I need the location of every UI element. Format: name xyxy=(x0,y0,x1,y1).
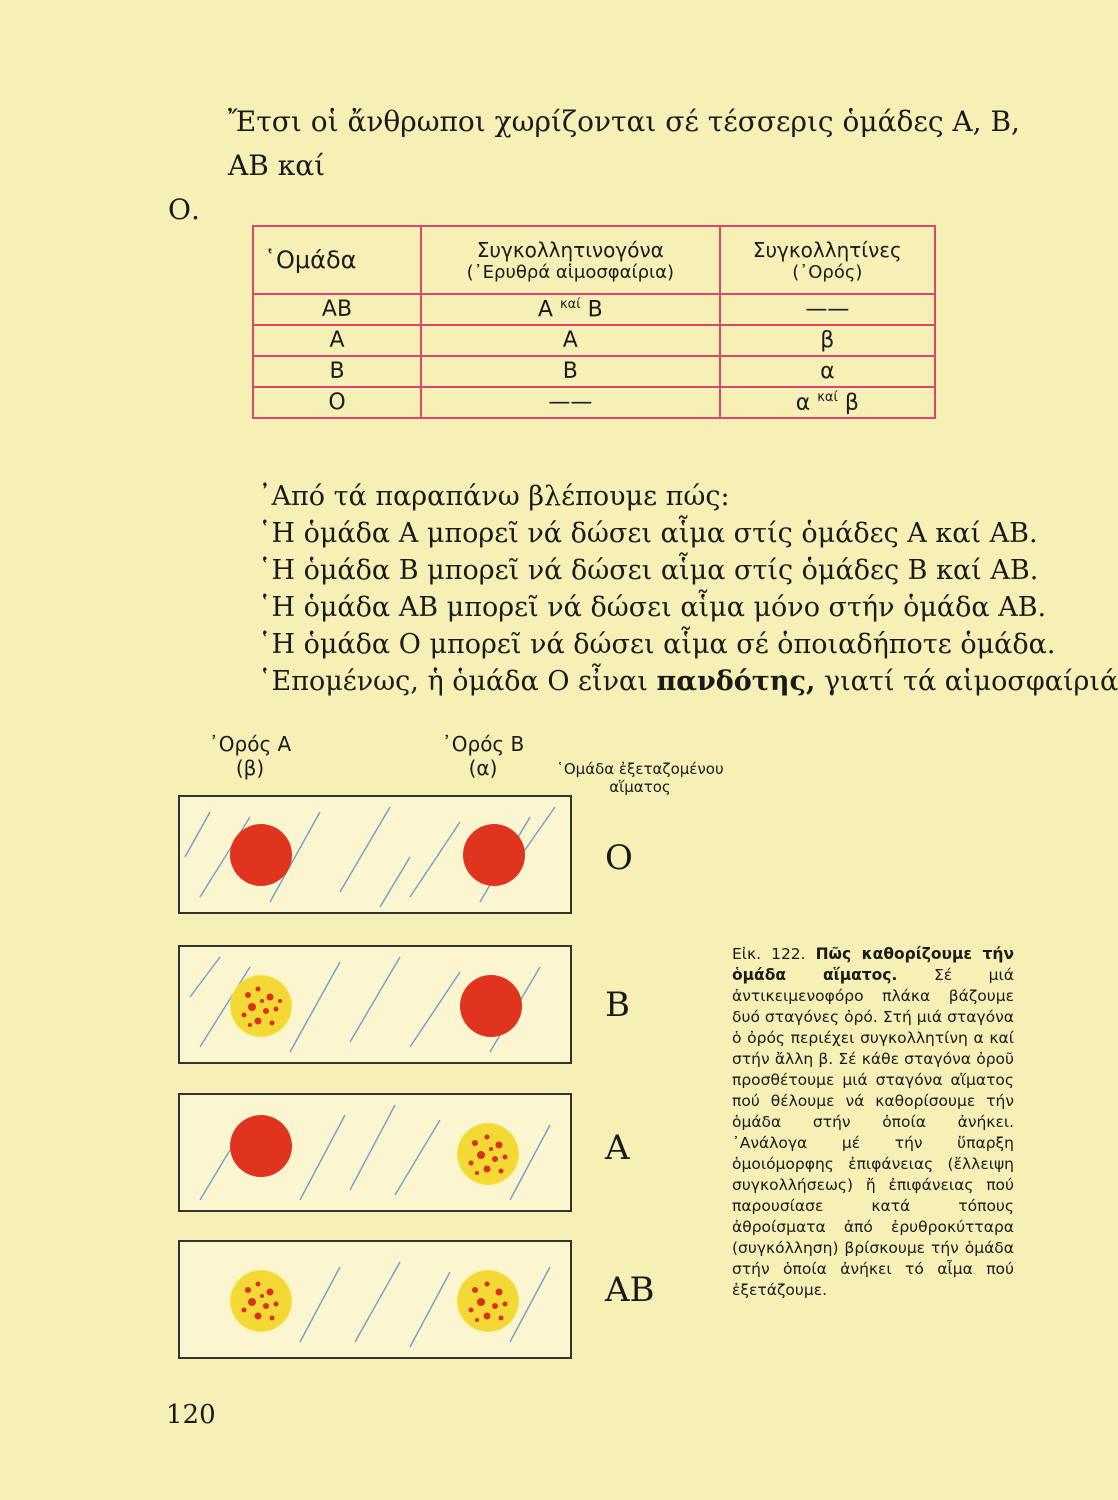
slide-group-b xyxy=(178,945,572,1064)
tested-group-label: ῾Ομάδα ἐξεταζομένου αἵματος xyxy=(556,760,724,796)
cell-group: Ο xyxy=(253,387,421,418)
header-agglutinogens-sub: (᾿Ερυθρά αἱμοσφαίρια) xyxy=(466,261,674,283)
serum-a-label: ᾿Ορός Α (β) xyxy=(208,732,292,780)
cell-serum: —— xyxy=(720,294,935,325)
group-label-o: Ο xyxy=(605,838,633,878)
group-label-b: Β xyxy=(605,985,630,1025)
blood-group-table xyxy=(252,225,936,419)
para-line: ῾Η ὁμάδα ΑΒ μπορεῖ νά δώσει αἷμα μόνο στήν ὁμάδα ΑΒ. xyxy=(258,592,1047,623)
header-agglutinogens: Συγκολλητινογόνα (᾿Ερυθρά αἱμοσφαίρια) xyxy=(421,226,720,294)
slide-group-o xyxy=(178,795,572,914)
cell-group: ΑΒ xyxy=(253,294,421,325)
body-paragraph xyxy=(258,478,1118,700)
drop-right xyxy=(460,975,522,1037)
drop-right xyxy=(463,824,525,886)
drop-left xyxy=(230,1115,292,1177)
para-line: ῾Η ὁμάδα Ο μπορεῖ νά δώσει αἷμα σέ ὁποιαδήποτε ὁμάδα. xyxy=(258,629,1056,660)
para-line-last: ῾Επομένως, ἡ ὁμάδα Ο εἶναι πανδότης, γιατί τά αἱμοσφαίριά xyxy=(258,666,1118,697)
caption-title: Πῶς καθορίζουμε τήν ὁμάδα αἵματος. xyxy=(732,945,1014,984)
table-row xyxy=(253,294,935,325)
group-label-ab: ΑΒ xyxy=(605,1270,655,1310)
slide-group-ab xyxy=(178,1240,572,1359)
cell-antigen: Α $^{\kappa\alpha ί}$ Β xyxy=(421,294,720,325)
drop-left xyxy=(230,824,292,886)
serum-b-label: ᾿Ορός Β (α) xyxy=(441,732,525,780)
table-row xyxy=(253,387,935,418)
drop-right-agglutinated xyxy=(457,1270,519,1332)
para-line: ῾Η ὁμάδα Β μπορεῖ νά δώσει αἷμα στίς ὁμάδες Β καί ΑΒ. xyxy=(258,555,1039,586)
cell-serum: α $^{\kappa\alpha ί}$ β xyxy=(720,387,935,418)
cell-antigen: Β xyxy=(421,356,720,387)
intro-line-2: Ο. xyxy=(168,193,200,226)
intro-text xyxy=(168,100,1028,232)
cell-group: Α xyxy=(253,325,421,356)
table-header-row xyxy=(253,226,935,294)
drop-right-agglutinated xyxy=(457,1123,519,1185)
pandotis-term: πανδότης, xyxy=(656,666,816,697)
table-row xyxy=(253,325,935,356)
page-number: 120 xyxy=(166,1400,216,1430)
intro-line-1: Ἔτσι οἱ ἄνθρωποι χωρίζονται σέ τέσσερις ὁμάδες Α, Β, ΑΒ καί xyxy=(228,105,1020,182)
cell-group: Β xyxy=(253,356,421,387)
cell-serum: β xyxy=(720,325,935,356)
header-group: ῾Ομάδα xyxy=(253,226,421,294)
cell-antigen: —— xyxy=(421,387,720,418)
drop-left-agglutinated xyxy=(230,1270,292,1332)
para-line: ᾿Από τά παραπάνω βλέπουμε πώς: xyxy=(258,481,730,512)
header-agglutinins: Συγκολλητίνες (᾿Ορός) xyxy=(720,226,935,294)
cell-serum: α xyxy=(720,356,935,387)
group-label-a: Α xyxy=(605,1128,630,1168)
drop-left-agglutinated xyxy=(230,975,292,1037)
cell-antigen: Α xyxy=(421,325,720,356)
figure-caption: Εἰκ. 122. Πῶς καθορίζουμε τήν ὁμάδα αἵματος. Σέ μιά ἀντικειμενοφόρο πλάκα βάζουμε δυό σταγόνες ὀρό. Στή μιά σταγόνα ὁ ὀρός περιέχει συγκολλητίνη α καί στήν ἄλλη β. Σέ κάθε σταγόνα ὀροῦ προσθέτουμε μιά σταγόνα αἵματος πού θέλουμε νά καθορίσουμε τήν ὁμάδα στήν ὁποία ἀνήκει. ᾿Ανάλογα μέ τήν ὕπαρξη ὁμοιόμορφης ἐπιφάνειας (ἔλλειψη συγκολλήσεως) ἤ ἐπιφάνειας πού παρουσίασε κατά τόπους ἀθροίσματα ἀπό ἐρυθροκύτταρα (συγκόλληση) βρίσκουμε τήν ὁμάδα στήν ὁποία ἀνήκει τό αἷμα πού ἐξετάζουμε. xyxy=(732,945,1014,1299)
header-agglutinins-sub: (᾿Ορός) xyxy=(792,261,863,283)
para-line: ῾Η ὁμάδα Α μπορεῖ νά δώσει αἷμα στίς ὁμάδες Α καί ΑΒ. xyxy=(258,518,1038,549)
slide-group-a xyxy=(178,1093,572,1212)
table-row xyxy=(253,356,935,387)
